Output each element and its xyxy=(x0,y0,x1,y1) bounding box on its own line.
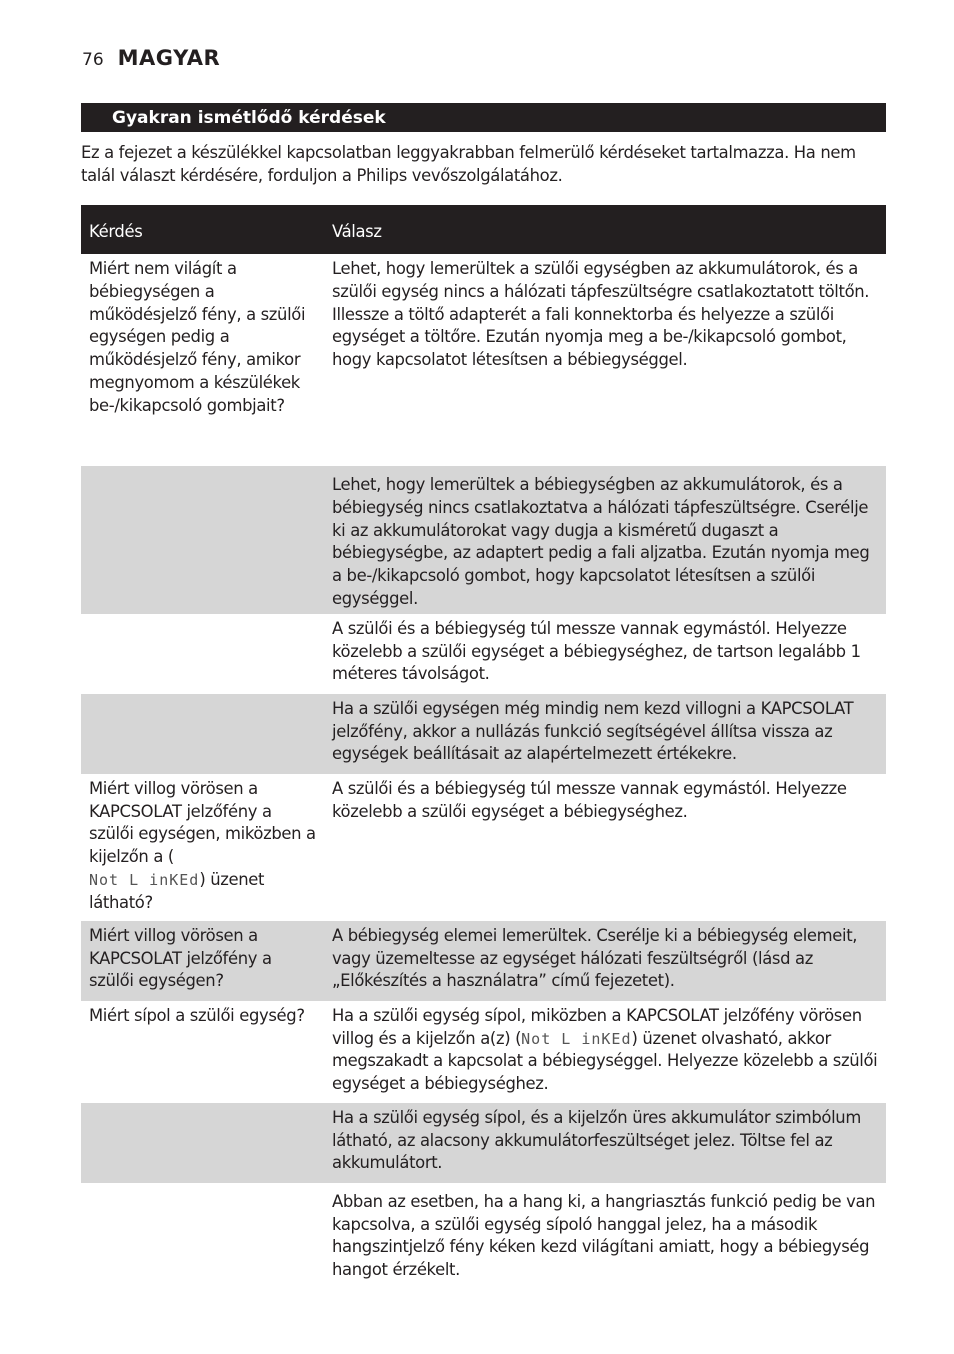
question-cell xyxy=(81,1103,324,1183)
answer-cell: Lehet, hogy lemerültek a bébiegységben az akkumulátorok, és a bébiegység nincs csatlakoztatva a hálózati tápfeszültségre. Cserélje ki az akkumulátorokat vagy dugja a kisméretű dugaszt a bébiegységbe, az adaptert pedig a fali aljzatba. Ezután nyomja meg a be-/kikapcsoló gombot, hogy kapcsolatot létesítsen a szülői egységgel. xyxy=(324,466,886,614)
question-text: Miért villog vörösen a KAPCSOLAT jelzőfény a szülői egységen, miközben a kijelzőn a ( xyxy=(89,778,316,867)
table-row xyxy=(81,1183,886,1287)
question-cell: Miért villog vörösen a KAPCSOLAT jelzőfény a szülői egységen? xyxy=(81,921,324,1001)
question-cell xyxy=(81,1183,324,1287)
lcd-message: Not L inKEd xyxy=(521,1029,632,1048)
answer-cell: A szülői és a bébiegység túl messze vannak egymástól. Helyezze közelebb a szülői egységet a bébiegységhez. xyxy=(332,778,847,821)
table-row xyxy=(81,774,886,921)
table-row xyxy=(81,466,886,614)
answer-text: Ha a szülői egység sípol, miközben a KAPCSOLAT jelzőfény vörösen villog és a kijelzőn a(z) ( xyxy=(332,1005,862,1048)
answer-cell: Ha a szülői egységen még mindig nem kezd villogni a KAPCSOLAT jelzőfény, akkor a nullázás funkció segítségével állítsa vissza az egységek beállításait az alapértelmezett értékekre. xyxy=(324,694,886,774)
page-header xyxy=(82,46,220,74)
language-heading: MAGYAR xyxy=(117,46,221,70)
question-column-header: Kérdés xyxy=(81,205,324,254)
table-row xyxy=(81,694,886,774)
intro-paragraph: Ez a fejezet a készülékkel kapcsolatban leggyakrabban felmerülő kérdéseket tartalmazza. Ha nem talál választ kérdésére, forduljon a Philips vevőszolgálatához. xyxy=(81,143,856,185)
answer-cell: A szülői és a bébiegység túl messze vannak egymástól. Helyezze közelebb a szülői egységet a bébiegységhez, de tartson legalább 1 méteres távolságot. xyxy=(332,618,861,684)
faq-table xyxy=(81,205,886,1287)
question-text-end: ) üzenet látható? xyxy=(89,869,265,912)
answer-cell: Abban az esetben, ha a hang ki, a hangriasztás funkció pedig be van kapcsolva, a szülői egység sípoló hanggal jelez, ha a második hangszintjelző fény kéken kezd világítani amiatt, hogy a bébiegység hangot érzékelt. xyxy=(332,1191,876,1280)
question-cell xyxy=(81,466,324,614)
table-row xyxy=(81,921,886,1001)
answer-text-end: ) üzenet olvasható, akkor megszakadt a kapcsolat a bébiegységgel. Helyezze közelebb a szülői egységet a bébiegységhez. xyxy=(332,1028,878,1094)
lcd-message: Not L inKEd xyxy=(89,870,200,889)
table-row xyxy=(81,614,886,694)
answer-cell: A bébiegység elemei lemerültek. Cserélje ki a bébiegység elemeit, vagy üzemeltesse az egységet hálózati feszültségről (lásd az „Előkészítés a használatra” című fejezetet). xyxy=(324,921,886,1001)
section-title: Gyakran ismétlődő kérdések xyxy=(81,103,886,132)
answer-cell xyxy=(324,1001,886,1103)
question-cell xyxy=(81,614,324,694)
table-header-row xyxy=(81,205,886,254)
table-row xyxy=(81,1103,886,1183)
question-cell: Miért sípol a szülői egység? xyxy=(89,1005,305,1025)
answer-cell: Ha a szülői egység sípol, és a kijelzőn üres akkumulátor szimbólum látható, az alacsony akkumulátorfeszültséget jelez. Töltse fel az akkumulátort. xyxy=(324,1103,886,1183)
page-number: 76 xyxy=(82,50,104,70)
answer-cell: Lehet, hogy lemerültek a szülői egységben az akkumulátorok, és a szülői egység nincs a hálózati tápfeszültségre csatlakoztatott töltőn. Illessze a töltő adapterét a fali konnektorba és helyezze a szülői egységet a töltőre. Ezután nyomja meg a be-/kikapcsoló gombot, hogy kapcsolatot létesítsen a bébiegységgel. xyxy=(332,259,870,370)
question-cell xyxy=(81,694,324,774)
question-cell: Miért nem világít a bébiegységen a működésjelző fény, a szülői egységen pedig a működésjelző fény, amikor megnyomom a készülékek be-/kikapcsoló gombjait? xyxy=(89,259,306,415)
answer-column-header: Válasz xyxy=(324,205,886,254)
table-row xyxy=(81,254,886,466)
question-cell xyxy=(81,774,324,921)
table-row xyxy=(81,1001,886,1103)
